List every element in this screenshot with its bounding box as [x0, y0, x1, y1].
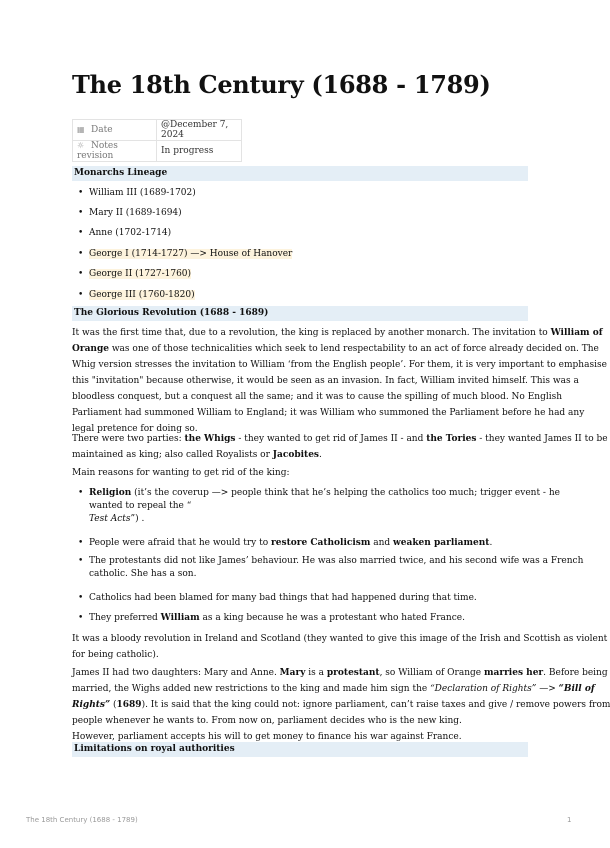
text-line [72, 631, 608, 647]
reason-item [89, 592, 477, 605]
text-line [89, 612, 465, 625]
text-line [89, 513, 560, 526]
text-line [72, 341, 599, 357]
property-value-notes-revision[interactable]: In progress [157, 141, 242, 162]
page-number: 1 [567, 816, 572, 824]
section-heading-limitations: Limitations on royal authorities [72, 742, 528, 757]
calendar-icon: ▦ [77, 125, 85, 134]
section-heading-glorious-revolution: The Glorious Revolution (1688 - 1689) [72, 306, 528, 321]
sun-icon: ☼ [77, 141, 85, 150]
text-run: . Before being [543, 668, 608, 678]
property-key: Date [91, 125, 113, 135]
text-run: Rights” [72, 700, 111, 710]
text-run: . [319, 450, 322, 460]
text-run: Mary [279, 668, 306, 678]
text-line [72, 431, 608, 447]
text-line [89, 500, 560, 513]
paragraph-bloody-revolution [72, 631, 608, 663]
text-run: ( [110, 700, 117, 710]
text-run: Orange [72, 344, 109, 354]
text-run: It was a bloody revolution in Ireland and Scotland (they wanted to give this image of the Irish and Scottish as violent [72, 634, 608, 644]
reason-item [89, 487, 560, 526]
text-run: catholic. She has a son. [89, 569, 197, 579]
highlighted-text: George III (1760-1820) [89, 290, 195, 300]
text-run: as a king because he was a protestant who hated France. [199, 613, 465, 623]
text-run: maintained as king; also called Royalists or [72, 450, 273, 460]
text-run: bloodless conquest, but a conquest all the same; and it was to cause the spilling of much blood. No English [72, 392, 563, 402]
text-line [72, 325, 603, 341]
text-run: 1689 [116, 700, 142, 710]
text-run: protestant [326, 668, 380, 678]
text-run: ”) . [130, 514, 145, 524]
text-run: and [370, 538, 394, 548]
highlighted-text: George I (1714-1727) —> House of Hanover [89, 249, 293, 259]
text-line [72, 357, 607, 373]
text-run: (it’s the coverup —> people think that he’s helping the catholics too much; trigger event - he [131, 488, 560, 498]
monarch-item [89, 248, 292, 261]
text-line [89, 487, 560, 500]
text-run: the Tories [426, 434, 477, 444]
page-title: The 18th Century (1688 - 1789) [72, 70, 491, 99]
text-run: They preferred [89, 613, 161, 623]
reason-item [89, 612, 465, 625]
property-row-notes-revision [73, 141, 242, 162]
text-run: However, parliament accepts his will to get money to finance his war against France. [72, 732, 462, 742]
text-run: James II had two daughters: Mary and Anne. [72, 668, 280, 678]
text-run: ). It is said that the king could not: ignore parliament, can’t raise taxes and give / remove powers from [141, 700, 610, 710]
text-line [72, 447, 528, 463]
text-run: was one of those technicalities which seek to lend respectability to an act of force already decided on. The [108, 344, 599, 354]
text-line [72, 373, 579, 389]
text-run: . [489, 538, 493, 548]
text-run: “Declaration of Rights” [430, 684, 537, 694]
paragraph-bill-of-rights [72, 665, 610, 745]
text-run: “Bill of [558, 684, 595, 694]
text-run: Whig version stresses the invitation to William ‘from the English people’. For them, it is very important to emphasise [72, 360, 607, 370]
text-line [89, 537, 492, 550]
text-run: wanted to repeal the “ [89, 501, 192, 511]
text-run: Jacobites [272, 450, 320, 460]
text-line [72, 713, 528, 729]
monarch-item [89, 268, 191, 281]
reason-item [89, 537, 492, 550]
reason-item [89, 555, 583, 581]
text-line [72, 681, 595, 697]
monarch-item: • Mary II (1689-1694) [89, 207, 182, 220]
paragraph-parties [72, 431, 608, 463]
text-run: The protestants did not like James’ behaviour. He was also married twice, and his second wife was a French [89, 556, 584, 566]
text-run: Parliament had summoned William to England; it was William who summoned the Parliament before he had any [72, 408, 585, 418]
monarch-item: • William III (1689-1702) [89, 187, 196, 200]
text-run: - they wanted James II to be [476, 434, 608, 444]
text-run: people whenever he wants to. From now on, parliament decides who is the new king. [72, 716, 462, 726]
text-line [89, 568, 583, 581]
text-run: There were two parties: [72, 434, 185, 444]
text-line [72, 665, 608, 681]
footer-title: The 18th Century (1688 - 1789) [26, 816, 138, 824]
monarch-item: • Anne (1702-1714) [89, 227, 171, 240]
text-run: —> [536, 684, 559, 694]
text-run: is a [305, 668, 327, 678]
text-run: restore Catholicism [271, 538, 371, 548]
property-value-date[interactable]: @December 7, 2024 [157, 120, 242, 141]
text-line [89, 555, 583, 568]
text-run: - they wanted to get rid of James II - and [235, 434, 427, 444]
property-key: Notes revision [77, 141, 118, 161]
text-run: People were afraid that he would try to [89, 538, 272, 548]
text-run: legal pretence for doing so. [72, 424, 198, 434]
text-line [72, 405, 585, 421]
text-run: Test Acts [89, 514, 131, 524]
text-run: marries her [483, 668, 544, 678]
text-run: for being catholic). [72, 650, 159, 660]
text-run: Religion [89, 488, 132, 498]
text-run: this "invitation" because otherwise, it would be seen as an invasion. In fact, William invited himself. This was a [72, 376, 579, 386]
text-line [89, 592, 477, 605]
text-run: Catholics had been blamed for many bad things that had happened during that time. [89, 593, 477, 603]
property-row-date [73, 120, 242, 141]
text-line [72, 697, 610, 713]
text-line [72, 389, 563, 405]
text-run: It was the first time that, due to a revolution, the king is replaced by another monarch. The invitation to [72, 328, 551, 338]
monarch-item [89, 289, 195, 302]
section-heading-monarchs: Monarchs Lineage [72, 166, 528, 181]
text-run: William [160, 613, 200, 623]
text-run: weaken parliament [393, 538, 490, 548]
text-run: , so William of Orange [379, 668, 484, 678]
text-line [72, 647, 528, 663]
paragraph-reasons-intro: Main reasons for wanting to get rid of the king: [72, 468, 290, 478]
highlighted-text: George II (1727-1760) [89, 269, 192, 279]
paragraph-invitation [72, 325, 607, 437]
text-run: married, the Wighs added new restrictions to the king and made him sign the [72, 684, 431, 694]
text-run: William of [550, 328, 603, 338]
text-run: the Whigs [184, 434, 236, 444]
properties-table [72, 119, 242, 162]
